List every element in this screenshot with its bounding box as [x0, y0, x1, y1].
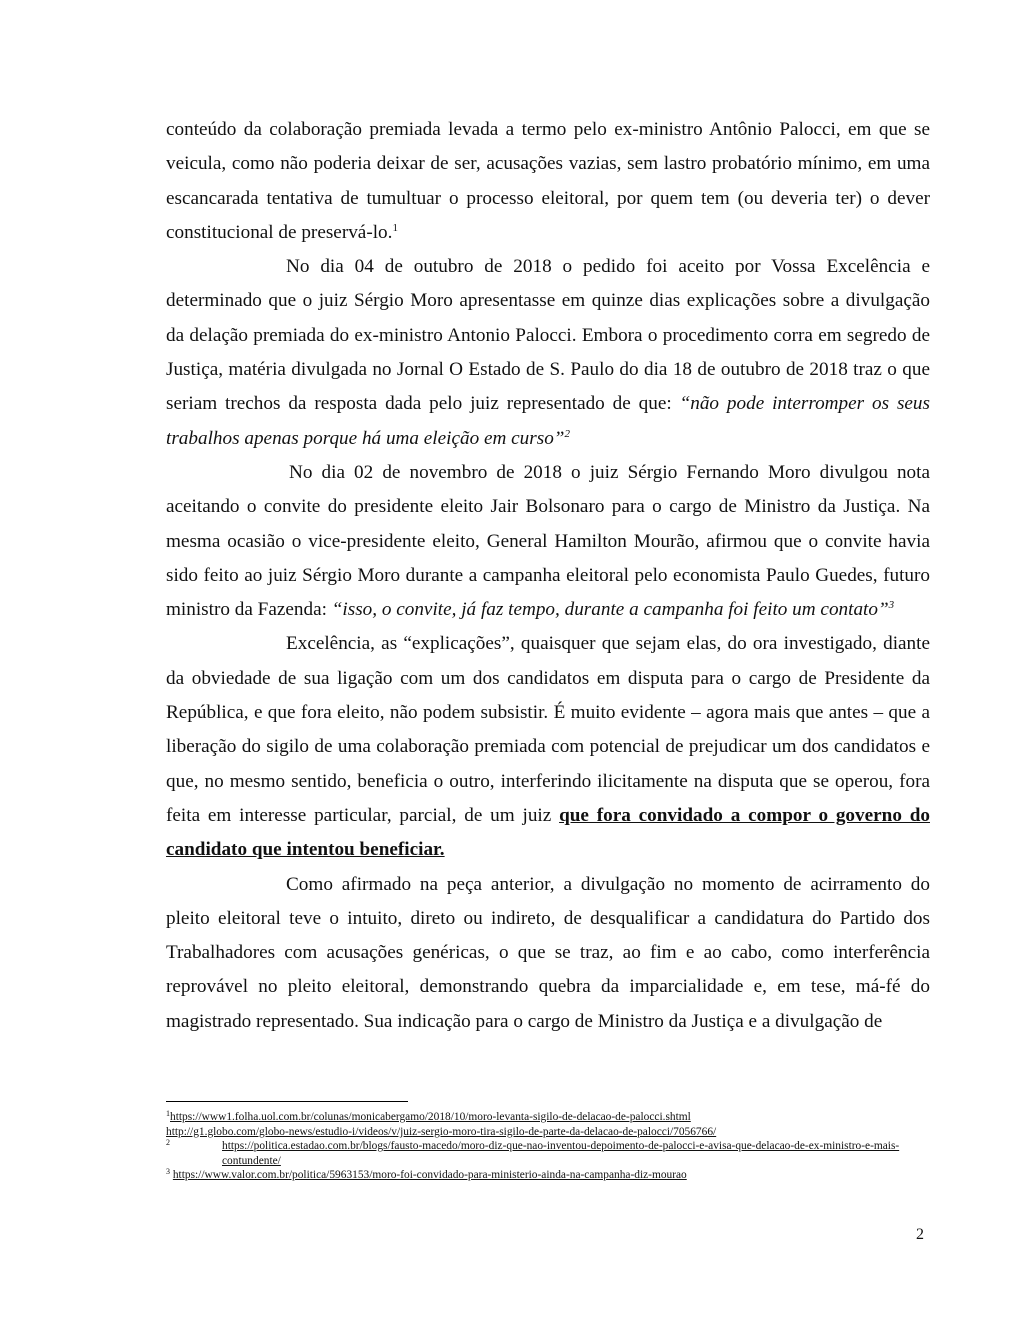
footnote-3	[166, 1168, 930, 1183]
footnote-1-number: 1	[166, 1109, 170, 1118]
paragraph-2-quote: “não pode interromper os seus trabalhos apenas porque há uma eleição em curso”	[166, 393, 930, 449]
paragraph-4-emphasis: que fora convidado a compor o governo do candidato que intentou beneficiar.	[166, 804, 930, 861]
paragraph-2	[166, 250, 930, 456]
paragraph-5	[166, 868, 930, 1039]
footnote-3-link[interactable]: https://www.valor.com.br/politica/5963153/moro-foi-convidado-para-ministerio-ainda-na-campanha-diz-mourao	[172, 1169, 687, 1182]
footnote-ref-3[interactable]: 3	[888, 599, 895, 612]
paragraph-4	[166, 627, 930, 867]
footnote-ref-1[interactable]: 1	[392, 221, 398, 234]
paragraph-1-text: conteúdo da colaboração premiada levada a termo pelo ex-ministro Antônio Palocci, em que se veicula, como não poderia deixar de ser, acusações vazias, sem lastro probatório mínimo, em uma escancarada tentativa de tumultuar o processo eleitoral, por quem tem (ou deveria ter) o dever constitucional de preservá-lo.	[166, 119, 930, 243]
paragraph-5-text: Como afirmado na peça anterior, a divulgação no momento de acirramento do pleito eleitoral teve o intuito, direto ou indireto, de desqualificar a candidatura do Partido dos Trabalhadores com acusações genéricas, o que se traz, ao fim e ao cabo, como interferência reprovável no pleito eleitoral, demonstrando quebra da imparcialidade e, em tese, má-fé do magistrado representado. Sua indicação para o cargo de Ministro da Justiça e a divulgação de	[166, 873, 930, 1032]
paragraph-2-text: No dia 04 de outubro de 2018 o pedido foi aceito por Vossa Excelência e determinado que o juiz Sérgio Moro apresentasse em quinze dias explicações sobre a divulgação da delação premiada do ex-ministro Antonio Palocci. Embora o procedimento corra em segredo de Justiça, matéria divulgada no Jornal O Estado de S. Paulo do dia 18 de outubro de 2018 traz o que seriam trechos da resposta dada pelo juiz representado de que:	[166, 256, 930, 415]
paragraph-3-text: No dia 02 de novembro de 2018 o juiz Sérgio Fernando Moro divulgou nota aceitando o convite do presidente eleito Jair Bolsonaro para o cargo de Ministro da Justiça. Na mesma ocasião o vice-presidente eleito, General Hamilton Mourão, afirmou que o convite havia sido feito ao juiz Sérgio Moro durante a campanha eleitoral pelo economista Paulo Guedes, futuro ministro da Fazenda:	[166, 461, 930, 621]
footnote-1-link-a[interactable]: https://www1.folha.uol.com.br/colunas/monicabergamo/2018/10/moro-levanta-sigilo-de-delacao-de-palocci.shtml	[170, 1111, 691, 1123]
footnote-ref-2[interactable]: 2	[564, 427, 570, 440]
paragraph-3-quote: “isso, o convite, já faz tempo, durante a campanha foi feito um contato”	[331, 599, 889, 621]
page-number: 2	[916, 1226, 924, 1243]
footnote-3-number: 3	[166, 1167, 170, 1177]
footnote-1b	[166, 1125, 930, 1140]
footnote-2-link[interactable]: https://politica.estadao.com.br/blogs/fausto-macedo/moro-diz-que-nao-inventou-depoimento-de-palocci-e-avisa-que-delacao-de-ex-ministro-e-mais-contundente/	[222, 1140, 900, 1167]
footnote-1-link-b[interactable]: http://g1.globo.com/globo-news/estudio-i/videos/v/juiz-sergio-moro-tira-sigilo-de-parte-da-delacao-de-palocci/7056766/	[166, 1125, 717, 1138]
body-text	[166, 113, 930, 1039]
footnote-1	[166, 1110, 930, 1125]
footnote-separator	[166, 1101, 408, 1102]
paragraph-4-text: Excelência, as “explicações”, quaisquer que sejam elas, do ora investigado, diante da obviedade de sua ligação com um dos candidatos em disputa para o cargo de Presidente da República, e que fora eleito, não podem subsistir. É muito evidente – agora mais que antes – que a liberação do sigilo de uma colaboração premiada com potencial de prejudicar um dos candidatos e que, no mesmo sentido, beneficia o outro, interferindo ilicitamente na disputa que se operou, fora feita em interesse particular, parcial, de um juiz	[166, 633, 930, 826]
footnote-2-number: 2	[166, 1138, 170, 1148]
footnotes	[166, 1110, 930, 1183]
paragraph-1	[166, 113, 930, 250]
footnote-2	[166, 1139, 930, 1168]
paragraph-3	[166, 456, 930, 627]
